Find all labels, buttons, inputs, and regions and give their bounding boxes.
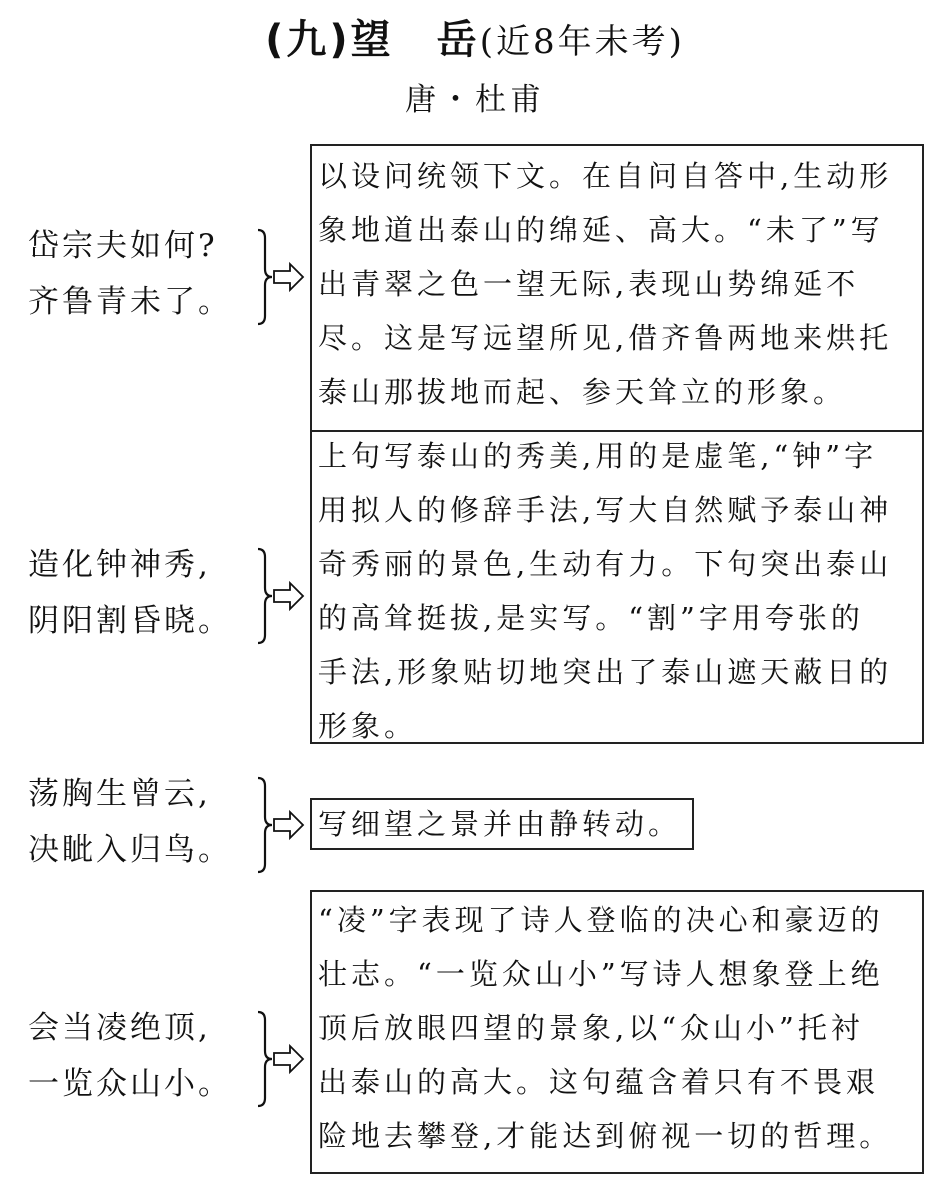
analysis-box <box>310 798 694 850</box>
verse-line: 岱宗夫如何? <box>28 228 218 264</box>
brace-arrow-icon <box>256 547 308 645</box>
analysis-line: 象地道出泰山的绵延、高大。“未了”写 <box>318 213 884 247</box>
brace-arrow-icon <box>256 228 308 326</box>
verse-line: 会当凌绝顶, <box>28 1010 211 1046</box>
analysis-line: 泰山那拔地而起、参天耸立的形象。 <box>318 375 847 409</box>
analysis-line: 形象。 <box>318 709 418 743</box>
verse-line: 决眦入归鸟。 <box>28 832 232 868</box>
verse-line: 造化钟神秀, <box>28 547 211 583</box>
verse-couplet <box>28 1000 232 1112</box>
verse-line: 阴阳割昏晓。 <box>28 603 232 639</box>
analysis-line: 用拟人的修辞手法,写大自然赋予泰山神 <box>318 493 893 527</box>
poem-author: 唐・杜甫 <box>405 82 545 118</box>
analysis-line: 壮志。“一览众山小”写诗人想象登上绝 <box>318 957 884 991</box>
analysis-line: “凌”字表现了诗人登临的决心和豪迈的 <box>318 903 884 937</box>
analysis-box <box>310 890 924 1174</box>
analysis-line: 险地去攀登,才能达到俯视一切的哲理。 <box>318 1119 893 1153</box>
verse-line: 齐鲁青未了。 <box>28 284 232 320</box>
exam-note: (近8年未考) <box>479 22 685 62</box>
analysis-line: 顶后放眼四望的景象,以“众山小”托衬 <box>318 1011 864 1045</box>
analysis-line: 上句写泰山的秀美,用的是虚笔,“钟”字 <box>318 439 878 473</box>
poem-title: (九)望 岳 <box>265 17 480 63</box>
analysis-line: 出泰山的高大。这句蕴含着只有不畏艰 <box>318 1065 880 1099</box>
brace-arrow-icon <box>256 1010 308 1108</box>
verse-couplet <box>28 766 232 878</box>
analysis-box <box>310 428 924 744</box>
page-title <box>0 12 950 76</box>
verse-couplet <box>28 218 232 330</box>
verse-line: 荡胸生曾云, <box>28 776 211 812</box>
analysis-box <box>310 144 924 432</box>
brace-arrow-icon <box>256 776 308 874</box>
verse-line: 一览众山小。 <box>28 1066 232 1102</box>
analysis-line: 手法,形象贴切地突出了泰山遮天蔽日的 <box>318 655 893 689</box>
analysis-line: 写细望之景并由静转动。 <box>318 807 682 841</box>
analysis-line: 尽。这是写远望所见,借齐鲁两地来烘托 <box>318 321 893 355</box>
analysis-line: 出青翠之色一望无际,表现山势绵延不 <box>318 267 860 301</box>
analysis-line: 的高耸挺拔,是实写。“割”字用夸张的 <box>318 601 864 635</box>
verse-couplet <box>28 537 232 649</box>
analysis-line: 奇秀丽的景色,生动有力。下句突出泰山 <box>318 547 893 581</box>
analysis-line: 以设问统领下文。在自问自答中,生动形 <box>318 159 893 193</box>
